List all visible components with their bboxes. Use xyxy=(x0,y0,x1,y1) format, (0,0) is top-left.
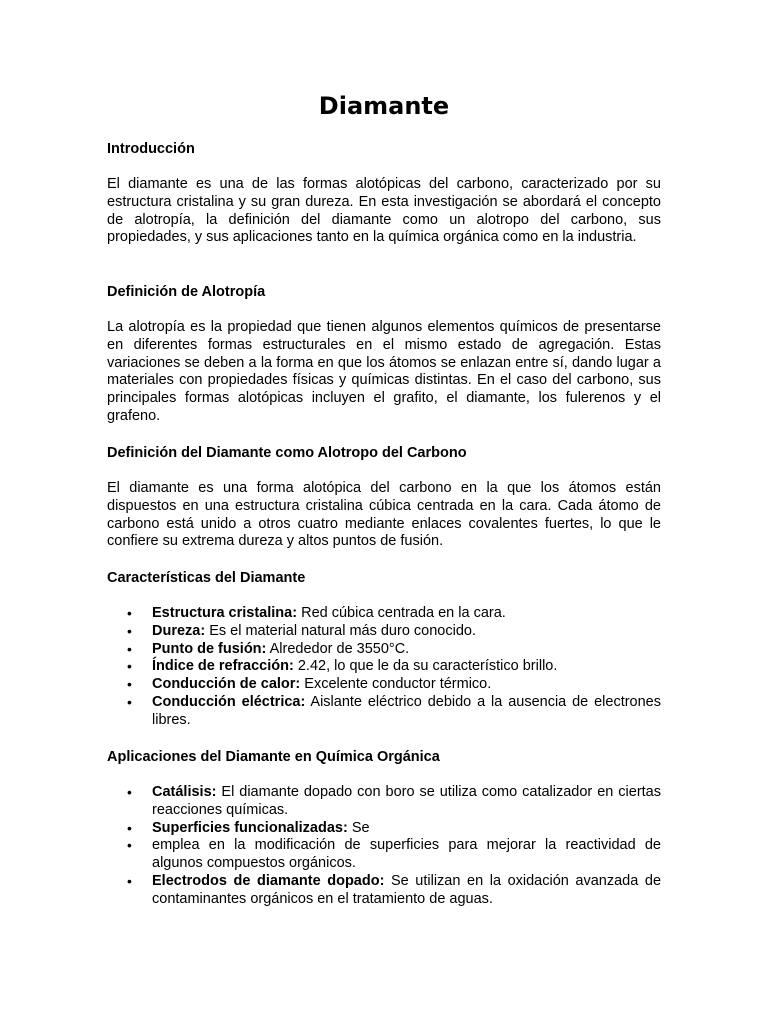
bullet-icon: • xyxy=(127,872,132,889)
list-item xyxy=(107,820,661,838)
bullet-icon: • xyxy=(127,693,132,710)
list-item xyxy=(107,784,661,820)
item-text: El diamante dopado con boro se utiliza como catalizador en ciertas reacciones químicas. xyxy=(152,784,661,818)
item-text: Se xyxy=(347,819,370,836)
bullet-icon: • xyxy=(127,658,132,675)
bullet-icon: • xyxy=(127,819,132,836)
heading-caracteristicas: Características del Diamante xyxy=(107,570,306,586)
document-title: Diamante xyxy=(318,92,450,120)
item-label: Conducción eléctrica: xyxy=(152,693,306,710)
item-label: Electrodos de diamante dopado: xyxy=(152,872,385,889)
bullet-icon: • xyxy=(127,605,132,621)
item-label: Índice de refracción: xyxy=(152,658,294,675)
item-text: Excelente conductor térmico. xyxy=(300,676,492,693)
bullet-icon: • xyxy=(127,622,132,639)
list-aplicaciones xyxy=(107,784,661,909)
item-label: Superficies funcionalizadas: xyxy=(152,819,348,836)
list-item xyxy=(107,676,661,694)
item-label: Estructura cristalina: xyxy=(152,605,298,621)
paragraph-alotropia: La alotropía es la propiedad que tienen algunos elementos químicos de presentarse en diferentes formas estructurales en el mismo estado de agregación. Estas variaciones se deben a la forma en que los átomos se enlazan entre sí, dando lugar a materiales con propiedades físicas y químicas distintas. En el caso del carbono, sus principales formas alotópicas incluyen el grafito, el diamante, los fulerenos y el grafeno. xyxy=(107,319,661,424)
document-page xyxy=(107,88,662,907)
list-item xyxy=(107,623,661,641)
item-text: Aislante eléctrico debido a la ausencia de electrones libres. xyxy=(152,693,661,728)
item-label: Conducción de calor: xyxy=(152,676,301,693)
list-item xyxy=(107,605,661,623)
bullet-icon: • xyxy=(127,676,132,693)
item-text: Es el material natural más duro conocido. xyxy=(205,622,476,639)
list-item xyxy=(107,658,661,676)
list-item xyxy=(107,694,661,730)
item-text: 2.42, lo que le da su característico brillo. xyxy=(293,658,558,675)
list-item xyxy=(107,641,661,659)
bullet-icon: • xyxy=(127,640,132,657)
heading-aplicaciones: Aplicaciones del Diamante en Química Orgánica xyxy=(107,749,440,765)
paragraph-diamante-alotropo: El diamante es una forma alotópica del carbono en la que los átomos están dispuestos en una estructura cristalina cúbica centrada en la cara. Cada átomo de carbono está unido a otros cuatro mediante enlaces covalentes fuertes, lo que le confiere su extrema dureza y altos puntos de fusión. xyxy=(107,480,661,550)
item-label: Punto de fusión: xyxy=(152,640,267,657)
item-label: Catálisis: xyxy=(152,784,217,800)
list-item xyxy=(107,837,661,873)
heading-diamante-alotropo: Definición del Diamante como Alotropo del Carbono xyxy=(107,445,467,461)
list-caracteristicas xyxy=(107,605,661,730)
heading-alotropia: Definición de Alotropía xyxy=(107,284,266,300)
paragraph-introduccion: El diamante es una de las formas alotópicas del carbono, caracterizado por su estructura cristalina y su gran dureza. En esta investigación se abordará el concepto de alotropía, la definición del diamante como un alotropo del carbono, sus propiedades, y sus aplicaciones tanto en la química orgánica como en la industria. xyxy=(107,176,661,246)
heading-introduccion: Introducción xyxy=(107,141,195,157)
bullet-icon: • xyxy=(127,784,132,800)
item-text: Alrededor de 3550°C. xyxy=(266,640,410,657)
list-item xyxy=(107,873,661,909)
item-text: emplea en la modificación de superficies para mejorar la reactividad de algunos compuestos orgánicos. xyxy=(152,837,661,872)
item-label: Dureza: xyxy=(152,622,206,639)
bullet-icon: • xyxy=(127,837,132,854)
item-text: Red cúbica centrada en la cara. xyxy=(297,605,506,621)
item-text: Se utilizan en la oxidación avanzada de contaminantes orgánicos en el tratamiento de aguas. xyxy=(152,872,662,907)
